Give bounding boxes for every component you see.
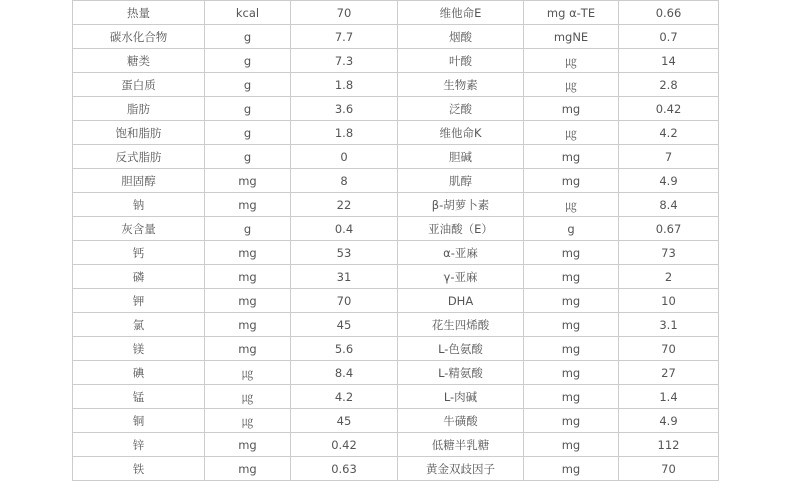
table-row (73, 409, 719, 433)
nutrient-name-cell: α-亚麻 (398, 241, 524, 265)
unit-cell: mg (524, 265, 619, 289)
value-cell: 4.9 (619, 409, 719, 433)
unit-cell: mg (524, 313, 619, 337)
nutrient-name-cell: 维他命K (398, 121, 524, 145)
value-cell: 0.67 (619, 217, 719, 241)
nutrient-name-cell: 钠 (73, 193, 205, 217)
table-row (73, 193, 719, 217)
unit-cell: mg (205, 313, 291, 337)
nutrient-name-cell: 维他命E (398, 1, 524, 25)
nutrient-name-cell: 黄金双歧因子 (398, 457, 524, 481)
table-row (73, 97, 719, 121)
unit-cell: ㎍ (205, 409, 291, 433)
value-cell: 8.4 (619, 193, 719, 217)
value-cell: 5.6 (291, 337, 398, 361)
unit-cell: mg (524, 433, 619, 457)
nutrient-name-cell: DHA (398, 289, 524, 313)
unit-cell: mg (205, 241, 291, 265)
nutrient-name-cell: 锌 (73, 433, 205, 457)
unit-cell: mg (524, 337, 619, 361)
nutrient-name-cell: L-肉碱 (398, 385, 524, 409)
value-cell: 7.7 (291, 25, 398, 49)
value-cell: 4.9 (619, 169, 719, 193)
value-cell: 70 (619, 457, 719, 481)
unit-cell: g (524, 217, 619, 241)
value-cell: 1.8 (291, 121, 398, 145)
unit-cell: g (205, 121, 291, 145)
table-row (73, 265, 719, 289)
table-row (73, 49, 719, 73)
nutrient-name-cell: 锰 (73, 385, 205, 409)
value-cell: 22 (291, 193, 398, 217)
unit-cell: ㎍ (524, 49, 619, 73)
nutrient-name-cell: 蛋白质 (73, 73, 205, 97)
table-row (73, 1, 719, 25)
value-cell: 0.42 (619, 97, 719, 121)
unit-cell: mg (524, 241, 619, 265)
unit-cell: mg (524, 385, 619, 409)
nutrient-name-cell: 氯 (73, 313, 205, 337)
nutrient-name-cell: 铜 (73, 409, 205, 433)
nutrient-name-cell: 肌醇 (398, 169, 524, 193)
value-cell: 14 (619, 49, 719, 73)
table-row (73, 25, 719, 49)
unit-cell: mg (524, 361, 619, 385)
nutrient-name-cell: 叶酸 (398, 49, 524, 73)
nutrient-name-cell: L-精氨酸 (398, 361, 524, 385)
value-cell: 0 (291, 145, 398, 169)
unit-cell: mg (524, 145, 619, 169)
table-row (73, 385, 719, 409)
nutrient-name-cell: 反式脂肪 (73, 145, 205, 169)
unit-cell: mgNE (524, 25, 619, 49)
table-row (73, 169, 719, 193)
unit-cell: mg (524, 97, 619, 121)
nutrient-name-cell: 胆碱 (398, 145, 524, 169)
table-row (73, 433, 719, 457)
nutrient-name-cell: 低糖半乳糖 (398, 433, 524, 457)
unit-cell: g (205, 73, 291, 97)
unit-cell: g (205, 49, 291, 73)
value-cell: 7.3 (291, 49, 398, 73)
unit-cell: mg (205, 193, 291, 217)
nutrient-name-cell: 烟酸 (398, 25, 524, 49)
nutrient-name-cell: 胆固醇 (73, 169, 205, 193)
nutrient-name-cell: γ-亚麻 (398, 265, 524, 289)
value-cell: 4.2 (291, 385, 398, 409)
unit-cell: ㎍ (205, 361, 291, 385)
value-cell: 53 (291, 241, 398, 265)
nutrient-name-cell: 灰含量 (73, 217, 205, 241)
nutrient-name-cell: 生物素 (398, 73, 524, 97)
table-row (73, 337, 719, 361)
unit-cell: mg (524, 457, 619, 481)
value-cell: 8 (291, 169, 398, 193)
nutrient-name-cell: 脂肪 (73, 97, 205, 121)
nutrient-name-cell: 铁 (73, 457, 205, 481)
value-cell: 70 (291, 1, 398, 25)
unit-cell: kcal (205, 1, 291, 25)
value-cell: 3.6 (291, 97, 398, 121)
unit-cell: mg (205, 289, 291, 313)
table-row (73, 457, 719, 481)
nutrient-name-cell: 牛磺酸 (398, 409, 524, 433)
unit-cell: g (205, 217, 291, 241)
value-cell: 1.8 (291, 73, 398, 97)
value-cell: 7 (619, 145, 719, 169)
unit-cell: mg α-TE (524, 1, 619, 25)
value-cell: 2 (619, 265, 719, 289)
nutrition-table-body (73, 0, 719, 481)
unit-cell: ㎍ (524, 193, 619, 217)
nutrient-name-cell: 碳水化合物 (73, 25, 205, 49)
unit-cell: mg (524, 169, 619, 193)
nutrient-name-cell: L-色氨酸 (398, 337, 524, 361)
nutrient-name-cell: 碘 (73, 361, 205, 385)
value-cell: 0.66 (619, 1, 719, 25)
value-cell: 27 (619, 361, 719, 385)
unit-cell: g (205, 25, 291, 49)
table-row (73, 361, 719, 385)
unit-cell: mg (524, 409, 619, 433)
nutrient-name-cell: 钾 (73, 289, 205, 313)
nutrient-name-cell: 饱和脂肪 (73, 121, 205, 145)
value-cell: 8.4 (291, 361, 398, 385)
unit-cell: mg (205, 169, 291, 193)
value-cell: 112 (619, 433, 719, 457)
nutrient-name-cell: 糖类 (73, 49, 205, 73)
unit-cell: mg (524, 289, 619, 313)
nutrient-name-cell: 钙 (73, 241, 205, 265)
unit-cell: ㎍ (524, 121, 619, 145)
unit-cell: g (205, 145, 291, 169)
unit-cell: g (205, 97, 291, 121)
table-row (73, 145, 719, 169)
nutrient-name-cell: 磷 (73, 265, 205, 289)
table-row (73, 121, 719, 145)
value-cell: 3.1 (619, 313, 719, 337)
unit-cell: mg (205, 337, 291, 361)
value-cell: 0.4 (291, 217, 398, 241)
nutrition-table (72, 0, 719, 481)
value-cell: 1.4 (619, 385, 719, 409)
value-cell: 0.63 (291, 457, 398, 481)
value-cell: 10 (619, 289, 719, 313)
value-cell: 45 (291, 313, 398, 337)
nutrient-name-cell: 镁 (73, 337, 205, 361)
unit-cell: mg (205, 457, 291, 481)
value-cell: 0.7 (619, 25, 719, 49)
nutrient-name-cell: 泛酸 (398, 97, 524, 121)
table-row (73, 217, 719, 241)
value-cell: 4.2 (619, 121, 719, 145)
nutrient-name-cell: 亚油酸（E） (398, 217, 524, 241)
unit-cell: ㎍ (205, 385, 291, 409)
nutrient-name-cell: 花生四烯酸 (398, 313, 524, 337)
nutrient-name-cell: 热量 (73, 1, 205, 25)
table-row (73, 73, 719, 97)
value-cell: 2.8 (619, 73, 719, 97)
value-cell: 73 (619, 241, 719, 265)
unit-cell: mg (205, 433, 291, 457)
value-cell: 31 (291, 265, 398, 289)
value-cell: 70 (619, 337, 719, 361)
table-row (73, 241, 719, 265)
unit-cell: mg (205, 265, 291, 289)
value-cell: 0.42 (291, 433, 398, 457)
value-cell: 70 (291, 289, 398, 313)
table-row (73, 289, 719, 313)
unit-cell: ㎍ (524, 73, 619, 97)
table-row (73, 313, 719, 337)
nutrient-name-cell: β-胡萝卜素 (398, 193, 524, 217)
value-cell: 45 (291, 409, 398, 433)
